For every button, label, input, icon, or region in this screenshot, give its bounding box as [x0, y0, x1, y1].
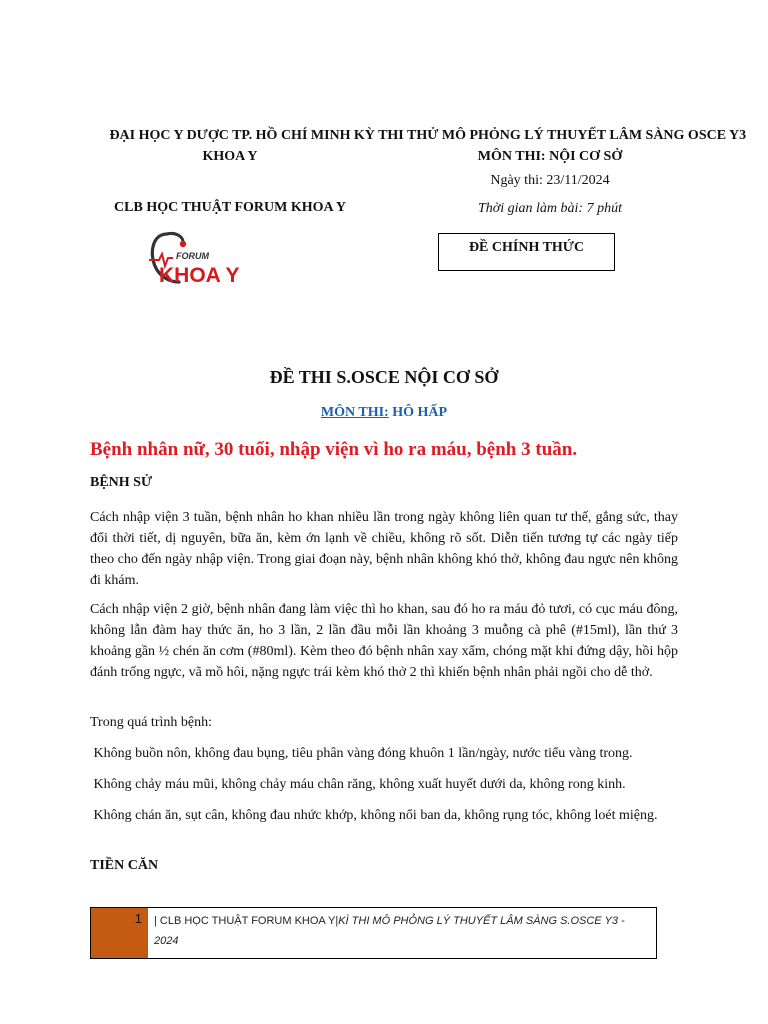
section-past-heading: TIỀN CĂN [90, 858, 159, 873]
footer-exam: KÌ THI MÔ PHỎNG LÝ THUYẾT LÂM SÀNG S.OSCE Y3 - 2024 [154, 915, 625, 947]
footer-text [148, 908, 656, 958]
exam-date: Ngày thi: 23/11/2024 [490, 173, 610, 188]
club-name: CLB HỌC THUẬT FORUM KHOA Y [114, 200, 346, 215]
logo-big-text: KHOA Y [159, 264, 240, 287]
footer-club: | CLB HỌC THUẬT FORUM KHOA Y| [154, 915, 339, 927]
faculty-name: KHOA Y [202, 149, 258, 164]
history-paragraph-6: Không chán ăn, sụt cân, không đau nhức khớp, không nổi ban da, không rụng tóc, không loét miệng. [90, 808, 658, 823]
main-title: ĐỀ THI S.OSCE NỘI CƠ SỞ [269, 367, 499, 387]
exam-name: KỲ THI THỬ MÔ PHỎNG LÝ THUYẾT LÂM SÀNG OSCE Y3 [353, 128, 747, 143]
section-history-heading: BỆNH SỬ [90, 475, 153, 490]
official-exam-box: ĐỀ CHÍNH THỨC [438, 233, 615, 271]
subject-label: MÔN THI: [320, 405, 389, 420]
exam-subject: MÔN THI: NỘI CƠ SỞ [477, 149, 623, 164]
subject-line [0, 405, 768, 421]
page-number: 1 [91, 908, 148, 958]
history-paragraph-5: Không chảy máu mũi, không chảy máu chân răng, không xuất huyết dưới da, không rong kinh. [90, 777, 626, 792]
case-title: Bệnh nhân nữ, 30 tuổi, nhập viện vì ho ra máu, bệnh 3 tuần. [90, 439, 578, 460]
history-paragraph-4: Không buồn nôn, không đau bụng, tiêu phân vàng đóng khuôn 1 lần/ngày, nước tiểu vàng trong. [90, 746, 633, 761]
history-paragraph-1: Cách nhập viện 3 tuần, bệnh nhân ho khan nhiều lần trong ngày không liên quan tư thế, gắng sức, thay đổi thời tiết, dị nguyên, bữa ăn, kèm ớn lạnh về chiều, không rõ sốt. Diễn tiến tương tự các ngày tiếp theo cho đến ngày nhập viện. Trong giai đoạn này, bệnh nhân không khó thở, không đau ngực nên không đi khám. [90, 510, 678, 588]
page-footer [90, 907, 657, 959]
history-paragraph-2: Cách nhập viện 2 giờ, bệnh nhân đang làm việc thì ho khan, sau đó ho ra máu đỏ tươi, có cục máu đông, không lẫn đàm hay thức ăn, ho 3 lần, 2 lần đầu mỗi lần khoảng 3 muỗng cà phê (#15ml), lần thứ 3 khoảng gần ½ chén ăn cơm (#80ml). Kèm theo đó bệnh nhân xay xẩm, chóng mặt khi đứng dậy, hồi hộp đánh trống ngực, vã mồ hôi, nặng ngực trái kèm khó thở 2 thì khiến bệnh nhân phải ngồi cho dễ thở. [90, 602, 678, 680]
logo-small-text: FORUM [176, 251, 209, 261]
exam-duration: Thời gian làm bài: 7 phút [478, 201, 622, 216]
forum-khoa-y-logo [145, 226, 245, 288]
university-name: ĐẠI HỌC Y DƯỢC TP. HỒ CHÍ MINH [109, 128, 351, 143]
history-paragraph-3: Trong quá trình bệnh: [90, 715, 212, 730]
subject-value: HÔ HẤP [388, 405, 448, 420]
